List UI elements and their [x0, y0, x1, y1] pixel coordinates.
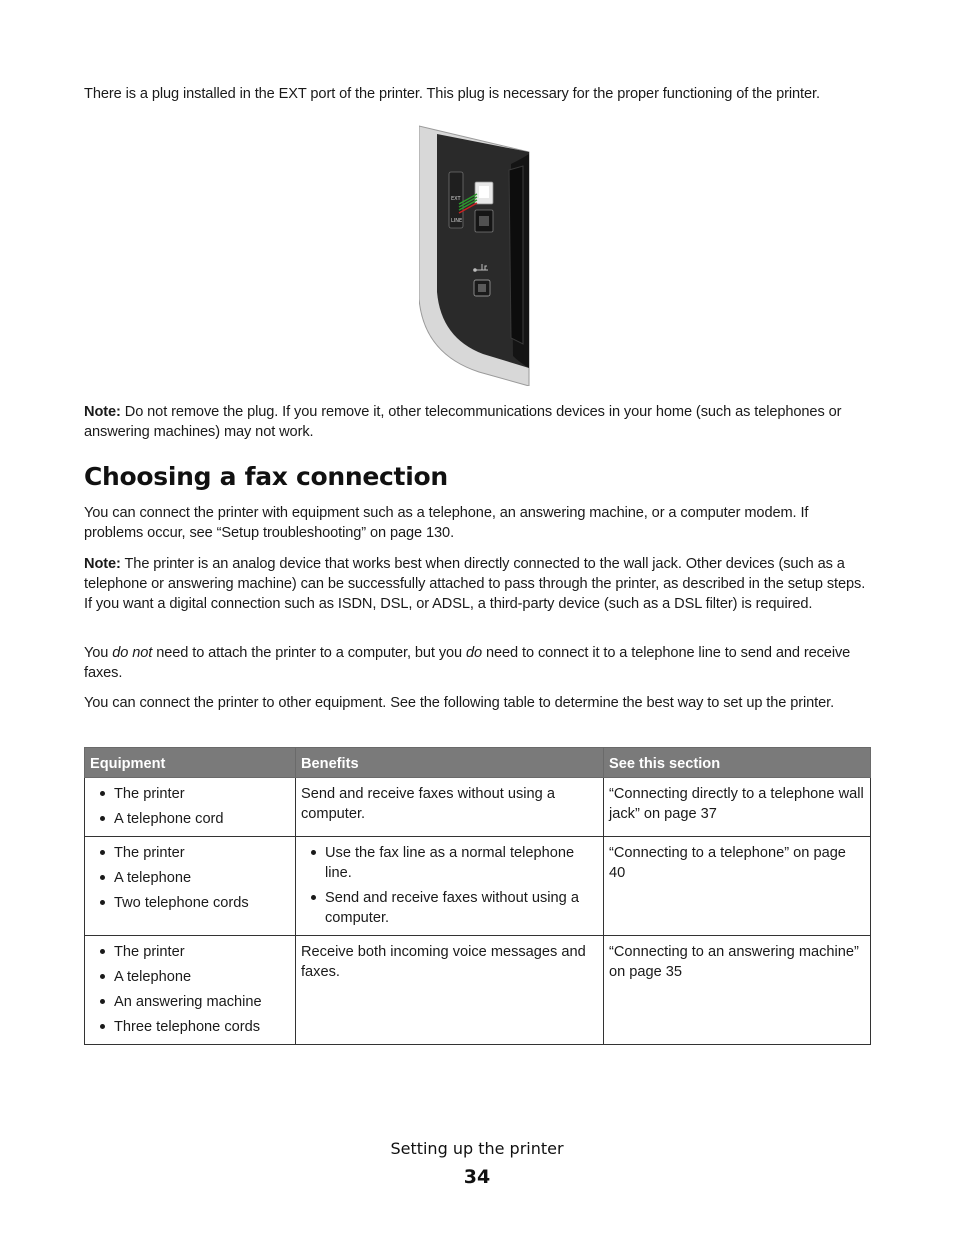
table-header-row: [85, 748, 871, 778]
paragraph-computer: [84, 643, 870, 683]
equipment-cell: [85, 778, 296, 837]
paragraph-equipment: You can connect the printer with equipment such as a telephone, an answering machine, or a computer modem. If problems occur, see “Setup troubleshooting” on page 130.: [84, 505, 809, 541]
section-cell: “Connecting directly to a telephone wall jack” on page 37: [604, 778, 871, 837]
header-section: See this section: [604, 748, 871, 778]
note-label: Note:: [84, 404, 121, 420]
note-text: Do not remove the plug. If you remove it, other telecommunications devices in your home (such as telephones or answering machines) may not work.: [84, 404, 842, 440]
header-equipment: Equipment: [85, 748, 296, 778]
text-run: need to connect it to a telephone line to send and receive faxes.: [84, 645, 851, 681]
list-item: A telephone cord: [114, 809, 290, 829]
benefits-cell: [296, 837, 604, 936]
text-run: need to attach the printer to a computer, but you: [152, 645, 466, 661]
equipment-table: [84, 747, 871, 1045]
note-text: The printer is an analog device that works best when directly connected to the wall jack. Other devices (such as a telephone or answering machine) can be successfully attached to pass through the printer, as described in the setup steps. If you want a digital connection such as ISDN, DSL, or ADSL, a third-party device (such as a DSL filter) is required.: [84, 556, 866, 612]
list-item: A telephone: [114, 868, 290, 888]
table-row: [85, 936, 871, 1045]
list-item: The printer: [114, 942, 290, 962]
list-item: A telephone: [114, 967, 290, 987]
list-item: The printer: [114, 843, 290, 863]
list-item: Use the fax line as a normal telephone line.: [325, 843, 598, 883]
header-benefits: Benefits: [296, 748, 604, 778]
benefits-cell: Receive both incoming voice messages and faxes.: [296, 936, 604, 1045]
emphasis-do: do: [466, 645, 483, 661]
note-label: Note:: [84, 556, 121, 572]
note-plug: [84, 402, 870, 442]
paragraph-table-intro: You can connect the printer to other equipment. See the following table to determine the best way to set up the printer.: [84, 695, 835, 711]
list-item: An answering machine: [114, 992, 290, 1012]
ext-port-label: EXT: [451, 196, 461, 202]
equipment-cell: [85, 837, 296, 936]
list-item: The printer: [114, 784, 290, 804]
note-analog: [84, 554, 870, 614]
footer-chapter-title: Setting up the printer: [390, 1139, 564, 1158]
equipment-cell: [85, 936, 296, 1045]
emphasis-do-not: do not: [112, 645, 153, 661]
text-run: You: [84, 645, 113, 661]
line-port-label: LINE: [451, 218, 463, 224]
page-number: 34: [463, 1166, 491, 1188]
list-item: Three telephone cords: [114, 1017, 290, 1037]
list-item: Two telephone cords: [114, 893, 290, 913]
section-heading: Choosing a fax connection: [84, 462, 448, 491]
section-cell: “Connecting to a telephone” on page 40: [604, 837, 871, 936]
list-item: Send and receive faxes without using a computer.: [325, 888, 598, 928]
table-row: [85, 837, 871, 936]
printer-port-illustration: [419, 124, 531, 386]
table-row: [85, 778, 871, 837]
benefits-cell: Send and receive faxes without using a computer.: [296, 778, 604, 837]
section-cell: “Connecting to an answering machine” on page 35: [604, 936, 871, 1045]
intro-paragraph: There is a plug installed in the EXT port of the printer. This plug is necessary for the proper functioning of the printer.: [84, 86, 820, 102]
